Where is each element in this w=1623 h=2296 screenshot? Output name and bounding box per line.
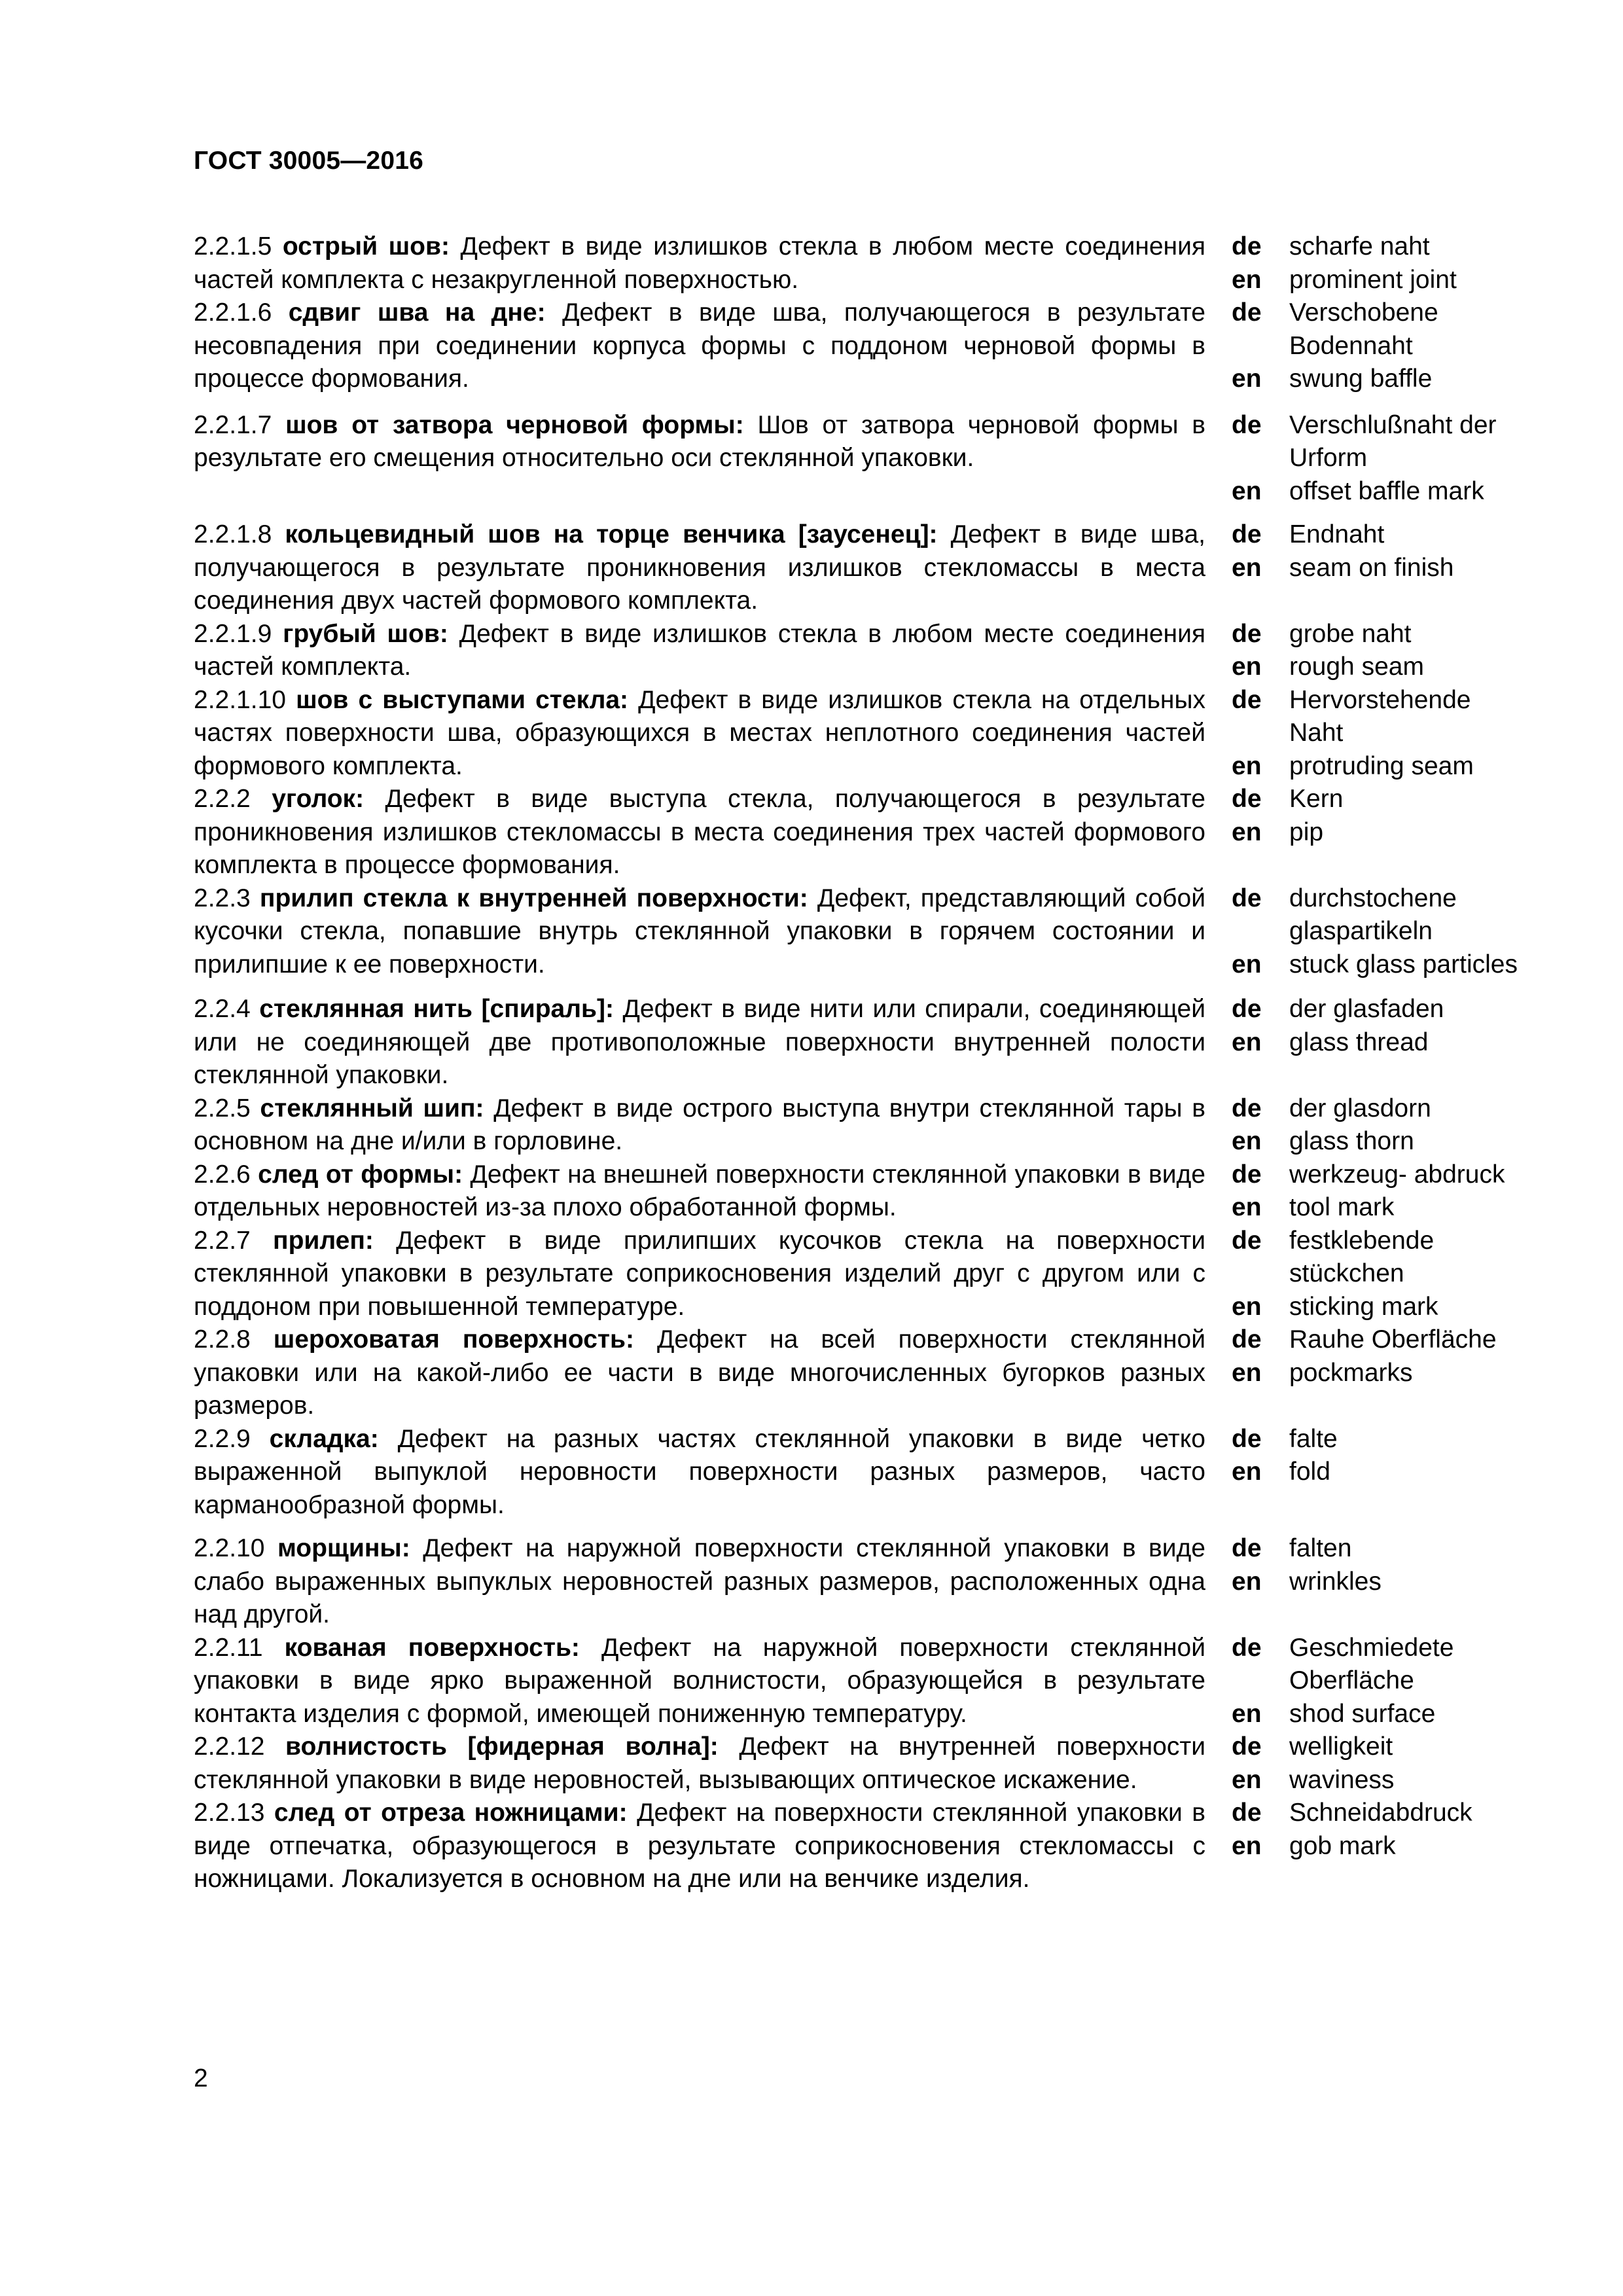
equivalent-term: pockmarks <box>1289 1358 1413 1387</box>
language-code: en <box>1232 1831 1262 1860</box>
term-number: 2.2.7 <box>194 1226 251 1255</box>
language-code: de <box>1232 232 1262 260</box>
term-number: 2.2.12 <box>194 1732 265 1761</box>
term-definition <box>194 1158 1205 1225</box>
term-name: острый шов: <box>282 232 450 260</box>
equivalent-row <box>1232 1191 1522 1225</box>
term-definition <box>194 618 1205 684</box>
equivalent-row <box>1232 1026 1522 1060</box>
term-name: волнистость [фидерная волна]: <box>285 1732 719 1761</box>
language-code: en <box>1232 1028 1262 1056</box>
equivalent-term: Endnaht <box>1289 520 1385 548</box>
language-code: de <box>1232 1160 1262 1189</box>
term-name: шероховатая поверхность: <box>273 1325 634 1354</box>
term-number: 2.2.1.5 <box>194 232 272 260</box>
term-definition <box>194 1225 1205 1324</box>
term-entry <box>194 783 1522 882</box>
equivalent-row <box>1232 1632 1522 1698</box>
language-code: en <box>1232 751 1262 780</box>
term-text: Шов от затвора черновой формы в результате его смещения относительно оси стеклянной упаковки. <box>194 410 1206 472</box>
term-definition <box>194 783 1205 882</box>
foreign-equivalents <box>1232 518 1522 584</box>
term-name: прилеп: <box>273 1226 374 1255</box>
equivalent-row <box>1232 1532 1522 1566</box>
foreign-equivalents <box>1232 1632 1522 1731</box>
term-entry <box>194 296 1522 396</box>
term-name: след от отреза ножницами: <box>274 1799 628 1827</box>
term-entry <box>194 618 1522 684</box>
language-code: en <box>1232 817 1262 846</box>
foreign-equivalents <box>1232 1225 1522 1324</box>
equivalent-term: fold <box>1289 1458 1330 1486</box>
term-entry <box>194 1632 1522 1731</box>
term-entry <box>194 1225 1522 1324</box>
term-text: Дефект на всей поверхности стеклянной упаковки или на какой-либо ее части в виде многочисленных бугорков разных размеров. <box>194 1325 1206 1420</box>
term-definition <box>194 1797 1205 1896</box>
equivalent-row <box>1232 651 1522 684</box>
term-entry <box>194 1158 1522 1225</box>
equivalent-row <box>1232 1225 1522 1291</box>
equivalent-term: seam on finish <box>1289 553 1454 582</box>
term-text: Дефект на разных частях стеклянной упаковки в виде четко выраженной выпуклой неровности поверхности разных размеров, часто карманообразной формы. <box>194 1424 1205 1519</box>
term-text: Дефект на внешней поверхности стеклянной упаковки в виде отдельных неровностей из-за плохо обработанной формы. <box>194 1160 1205 1221</box>
language-code: en <box>1232 1193 1262 1221</box>
term-entry <box>194 1323 1522 1423</box>
equivalent-term: rough seam <box>1289 653 1424 681</box>
equivalent-row <box>1232 1423 1522 1456</box>
language-code: de <box>1232 1325 1262 1354</box>
term-entry <box>194 1532 1522 1632</box>
term-definition <box>194 1323 1205 1423</box>
language-code: de <box>1232 1424 1262 1453</box>
equivalent-term: Hervorstehende Naht <box>1289 685 1471 747</box>
equivalent-row <box>1232 1323 1522 1357</box>
language-code: en <box>1232 950 1262 978</box>
term-entry <box>194 1731 1522 1797</box>
term-definition <box>194 296 1205 396</box>
term-number: 2.2.6 <box>194 1160 251 1189</box>
language-code: de <box>1232 1226 1262 1255</box>
equivalent-term: glass thorn <box>1289 1127 1414 1155</box>
term-name: шов с выступами стекла: <box>296 685 629 714</box>
equivalent-row <box>1232 783 1522 816</box>
equivalent-row <box>1232 363 1522 396</box>
language-code: de <box>1232 1799 1262 1827</box>
term-number: 2.2.1.6 <box>194 298 272 327</box>
equivalent-term: der glasfaden <box>1289 995 1444 1023</box>
equivalent-term: stuck glass particles <box>1289 950 1518 978</box>
term-entry <box>194 518 1522 618</box>
equivalent-row <box>1232 1092 1522 1126</box>
page-number: 2 <box>194 2064 208 2092</box>
equivalent-row <box>1232 518 1522 552</box>
term-name: уголок: <box>272 785 365 813</box>
term-text: Дефект в виде шва, получающегося в результате несовпадения при соединении корпуса формы с поддоном черновой формы в процессе формования. <box>194 298 1205 393</box>
term-name: складка: <box>269 1424 379 1453</box>
foreign-equivalents <box>1232 1797 1522 1863</box>
equivalent-term: Rauhe Oberfläche <box>1289 1325 1497 1354</box>
equivalent-term: protruding seam <box>1289 751 1474 780</box>
term-entry <box>194 230 1522 296</box>
equivalent-row <box>1232 1291 1522 1324</box>
term-text: Дефект в виде излишков стекла в любом месте соединения частей комплекта. <box>194 619 1206 681</box>
term-number: 2.2.9 <box>194 1424 251 1453</box>
term-text: Дефект в виде излишков стекла в любом месте соединения частей комплекта с незакругленной поверхностью. <box>194 232 1205 294</box>
equivalent-term: Schneidabdruck <box>1289 1799 1472 1827</box>
equivalent-term: der glasdorn <box>1289 1094 1431 1122</box>
term-name: морщины: <box>277 1534 410 1562</box>
term-text: Дефект, представляющий собой кусочки стекла, попавшие внутрь стеклянной упаковки в горячем состоянии и прилипшие к ее поверхности. <box>194 884 1205 978</box>
term-definition <box>194 1731 1205 1797</box>
term-text: Дефект на внутренней поверхности стеклянной упаковки в виде неровностей, вызывающих оптическое искажение. <box>194 1732 1206 1794</box>
equivalent-term: shod surface <box>1289 1699 1436 1728</box>
term-text: Дефект в виде острого выступа внутри стеклянной тары в основном на дне и/или в горловине. <box>194 1094 1205 1155</box>
foreign-equivalents <box>1232 1423 1522 1489</box>
term-definition <box>194 518 1205 618</box>
equivalent-term: sticking mark <box>1289 1292 1438 1321</box>
equivalent-row <box>1232 1698 1522 1731</box>
term-entry <box>194 684 1522 783</box>
term-entry <box>194 993 1522 1092</box>
foreign-equivalents <box>1232 409 1522 509</box>
language-code: en <box>1232 553 1262 582</box>
term-number: 2.2.11 <box>194 1633 263 1662</box>
term-number: 2.2.1.7 <box>194 410 272 439</box>
equivalent-row <box>1232 1357 1522 1390</box>
term-name: стеклянная нить [спираль]: <box>259 995 614 1023</box>
foreign-equivalents <box>1232 618 1522 684</box>
term-entry <box>194 882 1522 982</box>
foreign-equivalents <box>1232 230 1522 296</box>
term-text: Дефект в виде излишков стекла на отдельных частях поверхности шва, образующихся в местах неплотного соединения частей формового комплекта. <box>194 685 1205 780</box>
equivalent-term: welligkeit <box>1289 1732 1393 1761</box>
term-definition <box>194 993 1205 1092</box>
equivalent-row <box>1232 475 1522 509</box>
term-text: Дефект на поверхности стеклянной упаковки в виде отпечатка, образующегося в результате соприкосновения стекломассы с ножницами. Локализуется в основном на дне или на венчике изделия. <box>194 1799 1205 1893</box>
term-name: шов от затвора черновой формы: <box>285 410 744 439</box>
equivalent-row <box>1232 816 1522 850</box>
equivalent-row <box>1232 1125 1522 1158</box>
foreign-equivalents <box>1232 993 1522 1059</box>
term-number: 2.2.1.10 <box>194 685 286 714</box>
foreign-equivalents <box>1232 783 1522 849</box>
equivalent-row <box>1232 1830 1522 1863</box>
language-code: en <box>1232 1765 1262 1794</box>
term-text: Дефект на наружной поверхности стеклянной упаковки в виде ярко выраженной волнистости, образующейся в результате контакта изделия с формой, имеющей пониженную температуру. <box>194 1633 1205 1728</box>
term-definition <box>194 1532 1205 1632</box>
term-entries-list <box>194 230 1522 1896</box>
term-name: сдвиг шва на дне: <box>288 298 546 327</box>
language-code: de <box>1232 1633 1262 1662</box>
equivalent-row <box>1232 993 1522 1026</box>
language-code: de <box>1232 520 1262 548</box>
equivalent-row <box>1232 1764 1522 1797</box>
equivalent-term: scharfe naht <box>1289 232 1430 260</box>
foreign-equivalents <box>1232 684 1522 783</box>
term-name: грубый шов: <box>283 619 448 648</box>
term-text: Дефект в виде шва, получающегося в результате проникновения излишков стекломассы в места соединения двух частей формового комплекта. <box>194 520 1205 615</box>
equivalent-term: offset baffle mark <box>1289 476 1484 505</box>
language-code: de <box>1232 1732 1262 1761</box>
equivalent-term: Kern <box>1289 785 1344 813</box>
equivalent-term: glass thread <box>1289 1028 1429 1056</box>
equivalent-term: falte <box>1289 1424 1338 1453</box>
document-header: ГОСТ 30005—2016 <box>194 147 423 175</box>
equivalent-term: grobe naht <box>1289 619 1412 648</box>
language-code: en <box>1232 1458 1262 1486</box>
equivalent-row <box>1232 882 1522 948</box>
term-text: Дефект на наружной поверхности стеклянной упаковки в виде слабо выраженных выпуклых неровностей разных размеров, расположенных одна над другой. <box>194 1534 1206 1628</box>
equivalent-term: tool mark <box>1289 1193 1395 1221</box>
equivalent-row <box>1232 618 1522 651</box>
language-code: de <box>1232 1094 1262 1122</box>
language-code: en <box>1232 1358 1262 1387</box>
language-code: en <box>1232 653 1262 681</box>
equivalent-row <box>1232 1731 1522 1764</box>
term-text: Дефект в виде нити или спирали, соединяющей или не соединяющей две противоположные поверхности внутренней полости стеклянной упаковки. <box>194 995 1206 1089</box>
equivalent-row <box>1232 684 1522 750</box>
term-definition <box>194 1632 1205 1731</box>
equivalent-term: falten <box>1289 1534 1352 1562</box>
term-entry <box>194 409 1522 509</box>
equivalent-term: durchstochene glaspartikeln <box>1289 884 1457 945</box>
foreign-equivalents <box>1232 1731 1522 1797</box>
equivalent-term: prominent joint <box>1289 265 1457 294</box>
term-number: 2.2.13 <box>194 1799 265 1827</box>
equivalent-row <box>1232 948 1522 982</box>
term-text: Дефект в виде прилипших кусочков стекла на поверхности стеклянной упаковки в результате соприкосновения изделий друг с другом или с поддоном при повышенной температуре. <box>194 1226 1205 1321</box>
term-name: кольцевидный шов на торце венчика [заусенец]: <box>285 520 938 548</box>
equivalent-term: Geschmiedete Oberfläche <box>1289 1633 1454 1695</box>
language-code: de <box>1232 785 1262 813</box>
equivalent-term: Verschlußnaht der Urform <box>1289 410 1497 472</box>
language-code: de <box>1232 410 1262 439</box>
equivalent-row <box>1232 1797 1522 1830</box>
term-definition <box>194 684 1205 783</box>
equivalent-term: Verschobene Bodennaht <box>1289 298 1438 360</box>
language-code: en <box>1232 265 1262 294</box>
language-code: de <box>1232 685 1262 714</box>
equivalent-term: gob mark <box>1289 1831 1396 1860</box>
term-name: стеклянный шип: <box>260 1094 484 1122</box>
equivalent-row <box>1232 296 1522 363</box>
term-entry <box>194 1797 1522 1896</box>
foreign-equivalents <box>1232 296 1522 396</box>
language-code: de <box>1232 298 1262 327</box>
term-name: прилип стекла к внутренней поверхности: <box>259 884 808 912</box>
language-code: de <box>1232 884 1262 912</box>
term-number: 2.2.5 <box>194 1094 251 1122</box>
foreign-equivalents <box>1232 1092 1522 1158</box>
term-number: 2.2.4 <box>194 995 251 1023</box>
term-number: 2.2.1.8 <box>194 520 272 548</box>
term-definition <box>194 230 1205 296</box>
equivalent-term: festklebende stückchen <box>1289 1226 1435 1287</box>
term-number: 2.2.2 <box>194 785 251 813</box>
term-entry <box>194 1092 1522 1158</box>
term-definition <box>194 882 1205 982</box>
foreign-equivalents <box>1232 1532 1522 1598</box>
term-name: кованая поверхность: <box>284 1633 580 1662</box>
language-code: de <box>1232 619 1262 648</box>
term-name: след от формы: <box>258 1160 463 1189</box>
term-definition <box>194 1092 1205 1158</box>
equivalent-row <box>1232 230 1522 264</box>
language-code: en <box>1232 1567 1262 1596</box>
foreign-equivalents <box>1232 1158 1522 1225</box>
equivalent-term: werkzeug- abdruck <box>1289 1160 1505 1189</box>
equivalent-row <box>1232 1158 1522 1192</box>
equivalent-row <box>1232 750 1522 783</box>
language-code: de <box>1232 1534 1262 1562</box>
language-code: en <box>1232 476 1262 505</box>
language-code: en <box>1232 1699 1262 1728</box>
equivalent-term: pip <box>1289 817 1324 846</box>
language-code: de <box>1232 995 1262 1023</box>
equivalent-term: swung baffle <box>1289 365 1433 393</box>
language-code: en <box>1232 1292 1262 1321</box>
term-text: Дефект в виде выступа стекла, получающегося в результате проникновения излишков стекломассы в места соединения трех частей формового комплекта в процессе формования. <box>194 785 1205 879</box>
term-definition <box>194 409 1205 475</box>
equivalent-row <box>1232 552 1522 585</box>
language-code: en <box>1232 365 1262 393</box>
equivalent-row <box>1232 1566 1522 1599</box>
term-definition <box>194 1423 1205 1522</box>
equivalent-row <box>1232 409 1522 475</box>
foreign-equivalents <box>1232 882 1522 982</box>
term-number: 2.2.3 <box>194 884 251 912</box>
equivalent-row <box>1232 1456 1522 1489</box>
term-number: 2.2.8 <box>194 1325 251 1354</box>
language-code: en <box>1232 1127 1262 1155</box>
term-entry <box>194 1423 1522 1522</box>
equivalent-term: wrinkles <box>1289 1567 1382 1596</box>
equivalent-term: waviness <box>1289 1765 1395 1794</box>
term-number: 2.2.10 <box>194 1534 265 1562</box>
equivalent-row <box>1232 264 1522 297</box>
term-number: 2.2.1.9 <box>194 619 272 648</box>
foreign-equivalents <box>1232 1323 1522 1390</box>
